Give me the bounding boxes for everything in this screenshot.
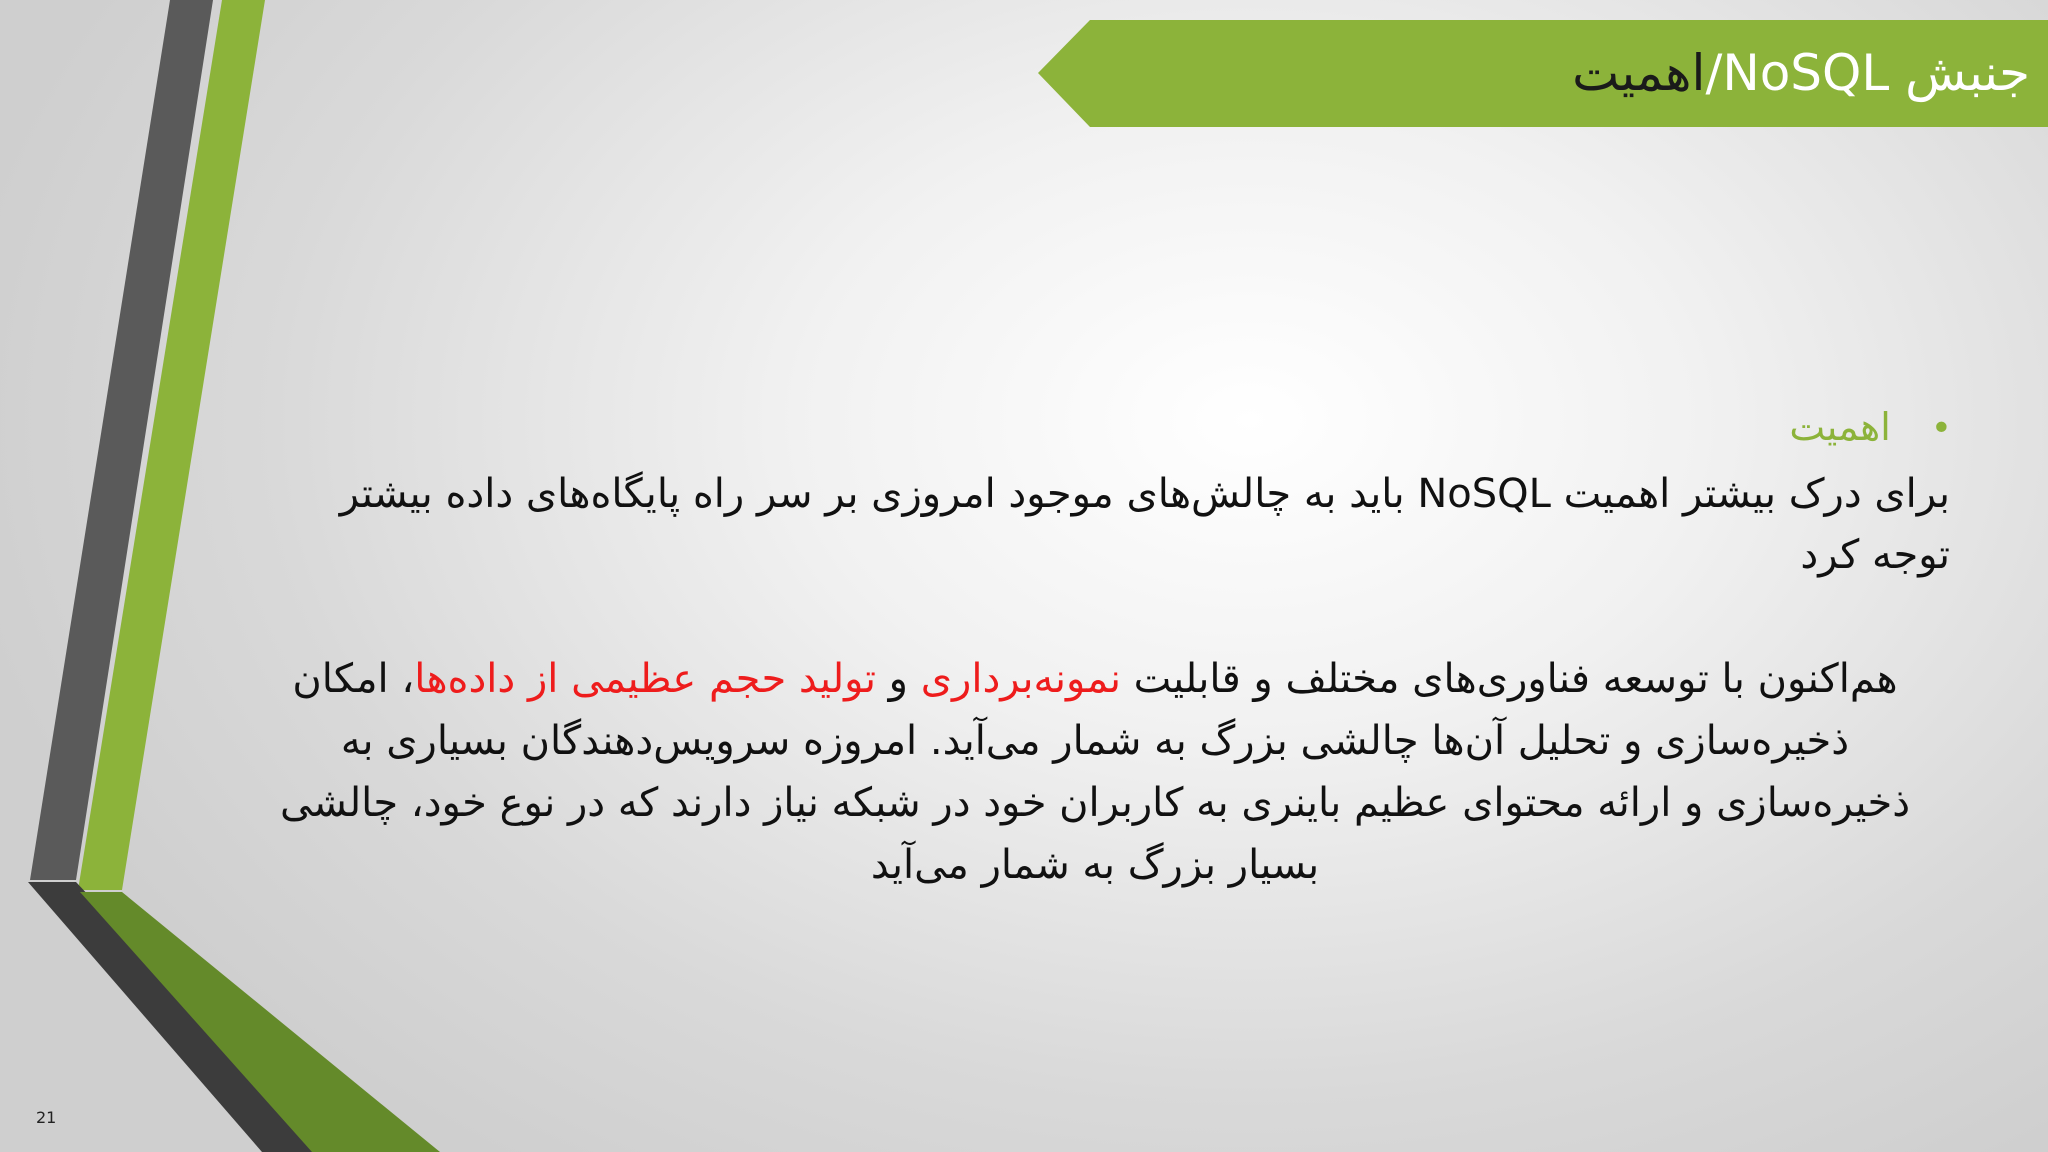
slide-title — [1572, 20, 2030, 127]
paragraph-details-part1: هم‌اکنون با توسعه فناوری‌های مختلف و قابلیت — [1120, 656, 1898, 702]
bullet-label: اهمیت — [1789, 405, 1891, 449]
bullet-item — [1789, 405, 1952, 449]
bullet-dot-icon: • — [1930, 408, 1952, 449]
paragraph-details-part2: و — [875, 656, 921, 702]
paragraph-details-part3: ، امکان ذخیره‌سازی و تحلیل آن‌ها چالشی بزرگ به شمار می‌آید. امروزه سرویس‌دهندگان بسیاری به ذخیره‌سازی و ارائه محتوای عظیم باینری به کاربران خود در شبکه نیاز دارند که در نوع خود، چالشی بسیار بزرگ به شمار می‌آید — [279, 656, 1911, 888]
title-nosql-part: جنبش NoSQL/ — [1705, 44, 2030, 102]
page-number: 21 — [36, 1108, 57, 1127]
title-importance-part: اهمیت — [1572, 44, 1706, 102]
paragraph-intro: برای درک بیشتر اهمیت NoSQL باید به چالش‌های موجود امروزی بر سر راه پایگاه‌های داده بیشتر توجه کرد — [339, 471, 1950, 578]
highlight-data-volume: تولید حجم عظیمی از داده‌ها — [414, 656, 876, 702]
highlight-sampling: نمونه‌برداری — [920, 656, 1121, 702]
paragraph-details — [250, 648, 1940, 896]
